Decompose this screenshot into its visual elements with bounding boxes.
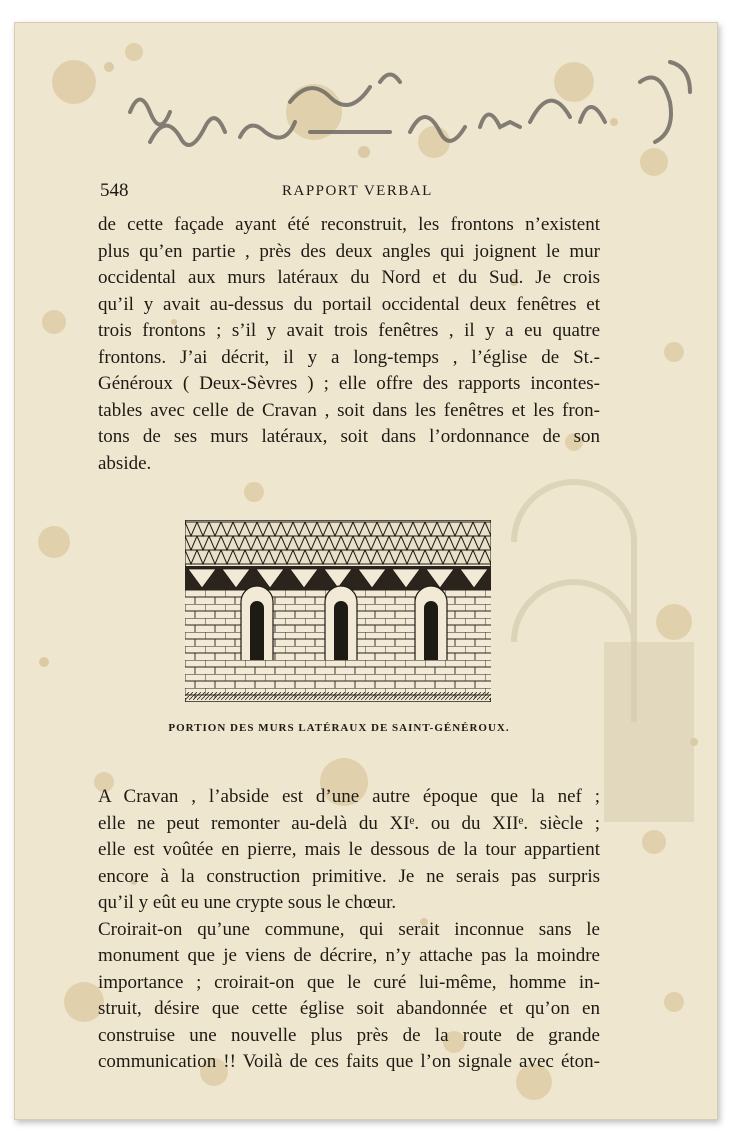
text-line: de cette façade ayant été reconstruit, les frontons n’existent: [98, 214, 600, 235]
page-sheet: [14, 22, 718, 1120]
text-line: encore à la construction primitive. Je ne serais pas surpris: [98, 865, 600, 887]
text-line: elle est voûtée en pierre, mais le dessous de la tour appartient: [98, 839, 600, 860]
text-line: A Cravan , l’abside est d’une autre époque que la nef ;: [98, 786, 600, 807]
text-line: tons de ses murs latéraux, soit dans l’ordonnance de son: [98, 426, 600, 447]
text-line: elle ne peut remonter au-delà du XIᵉ. ou du XIIᵉ. siècle ;: [98, 812, 600, 834]
text-line: struit, désire que cette église soit abandonnée et qu’on en: [98, 998, 600, 1019]
text-line: qu’il y avait au-dessus du portail occidental deux fenêtres et: [98, 293, 600, 315]
text-line: Croirait-on qu’une commune, qui serait inconnue sans le: [98, 918, 600, 940]
text-line: communication !! Voilà de ces faits que l’on signale avec éton-: [98, 1051, 600, 1072]
text-line: qu’il y eût eu une crypte sous le chœur.: [98, 892, 397, 913]
text-line: construise une nouvelle plus près de la route de grande: [98, 1024, 600, 1046]
page-number: 548: [100, 180, 129, 201]
text-line: frontons. J’ai décrit, il y a long-temps , l’église de St.-: [98, 346, 600, 368]
text-line: abside.: [98, 452, 152, 474]
text-line: tables avec celle de Cravan , soit dans les fenêtres et les fron-: [98, 399, 600, 421]
figure-caption: PORTION DES MURS LATÉRAUX DE SAINT-GÉNÉROUX.: [168, 722, 510, 734]
page-header: [100, 180, 600, 204]
handwritten-note-pencil: [110, 42, 710, 182]
text-line: trois frontons ; s’il y avait trois fenêtres , il y a eu quatre: [98, 320, 600, 341]
paragraph-1: [98, 212, 600, 477]
running-title: RAPPORT VERBAL: [282, 183, 433, 199]
text-line: occidental aux murs latéraux du Nord et du Sud. Je crois: [98, 267, 600, 288]
text-line: monument que je viens de décrire, n’y attache pas la moindre: [98, 945, 600, 966]
paragraph-2: [98, 784, 600, 1076]
text-line: plus qu’en partie , près des deux angles qui joignent le mur: [98, 240, 600, 262]
text-line: Généroux ( Deux-Sèvres ) ; elle offre des rapports incontes-: [98, 373, 600, 394]
text-line: importance ; croirait-on que le curé lui-même, homme in-: [98, 971, 600, 993]
wall-engraving-illustration: [185, 520, 491, 702]
